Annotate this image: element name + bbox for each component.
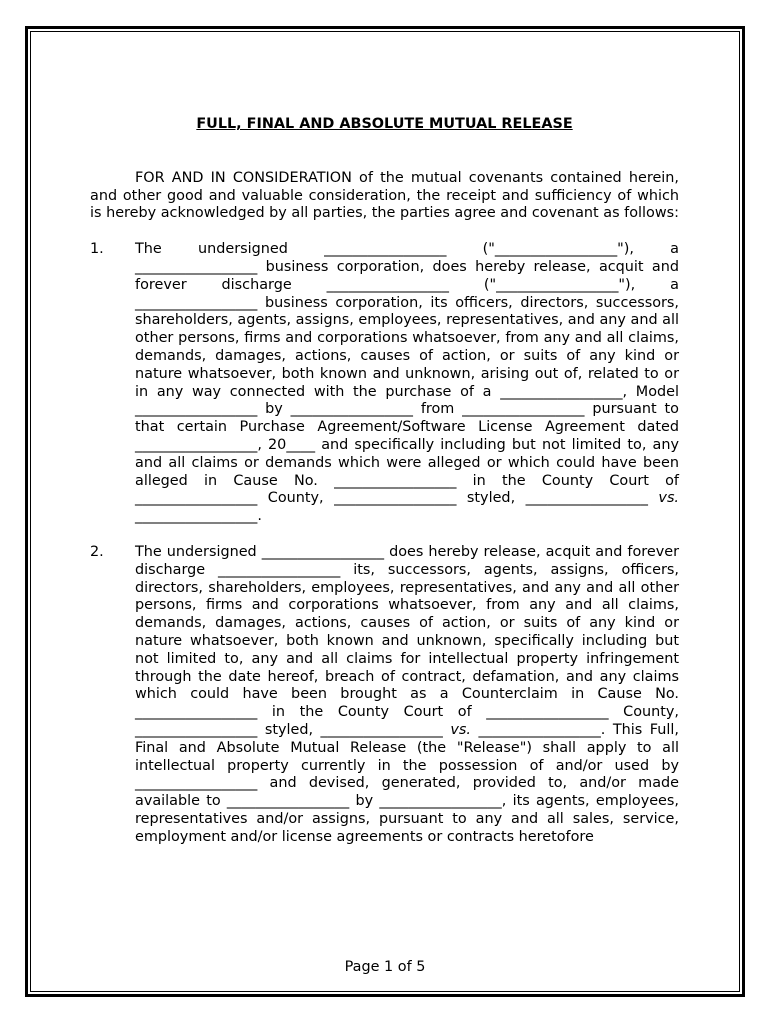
clause-text: The undersigned _________________ does hereby release, acquit and forever discharge _________________ its, successors, agents, assigns, officers, directors, shareholders, employees, representatives, and any and all other persons, firms and corporations whatsoever, from any and all claims, demands, damages, actions, causes of action, or suits of any kind or nature whatsoever, both known and unknown, specifically including but not limited to, any and all claims for intellectual property infringement through the date hereof, breach of contract, defamation, and any claims which could have been brought as a Counterclaim in Cause No. _________________ in the County Court of _________________ County, _________________ styled, _________________	[135, 543, 679, 738]
clause-text-end: _________________.	[135, 508, 262, 525]
versus-label: vs.	[658, 490, 680, 507]
page-number: Page 1 of 5	[344, 959, 426, 975]
intro-paragraph: FOR AND IN CONSIDERATION of the mutual covenants contained herein, and other good and valuable consideration, the receipt and sufficiency of which is hereby acknowledged by all parties, the parties agree and covenant as follows:	[90, 169, 679, 222]
clause-text-styled: styled, _________________	[466, 490, 659, 507]
clause-number: 1.	[90, 241, 104, 258]
clause-1	[90, 241, 679, 526]
clause-text: The undersigned _________________ ("_________________"), a _________________ business corporation, does hereby release, acquit and forever discharge _________________ ("_________________"), a _________________ business corporation, its officers, directors, successors, shareholders, agents, assigns, employees, representatives, and any and all other persons, firms and corporations whatsoever, from any and all claims, demands, damages, actions, causes of action, or suits of any kind or nature whatsoever, both known and unknown, arising out of, related to or in any way connected with the purchase of a _________________, Model _________________ by _________________ from _________________ pursuant to that certain Purchase Agreement/Software License Agreement dated _________________, 20____ and specifically including but not limited to, any and all claims or demands which were alleged or which could have been alleged in Cause No. _________________ in the County Court of _________________ County, _________________	[135, 241, 679, 507]
document-title: FULL, FINAL AND ABSOLUTE MUTUAL RELEASE	[196, 116, 573, 132]
document-body	[90, 116, 679, 864]
clause-text-continued: _________________. This Full, Final and Absolute Mutual Release (the "Release") shall apply to all intellectual property currently in the possession of and/or used by _________________ and devised, generated, provided to, and/or made available to _________________ by _________________, its agents, employees, representatives and/or assigns, pursuant to any and all sales, service, employment and/or license agreements or contracts heretofore	[135, 721, 679, 845]
versus-label: vs.	[450, 721, 471, 738]
clause-number: 2.	[90, 543, 104, 560]
clause-2	[90, 544, 679, 847]
